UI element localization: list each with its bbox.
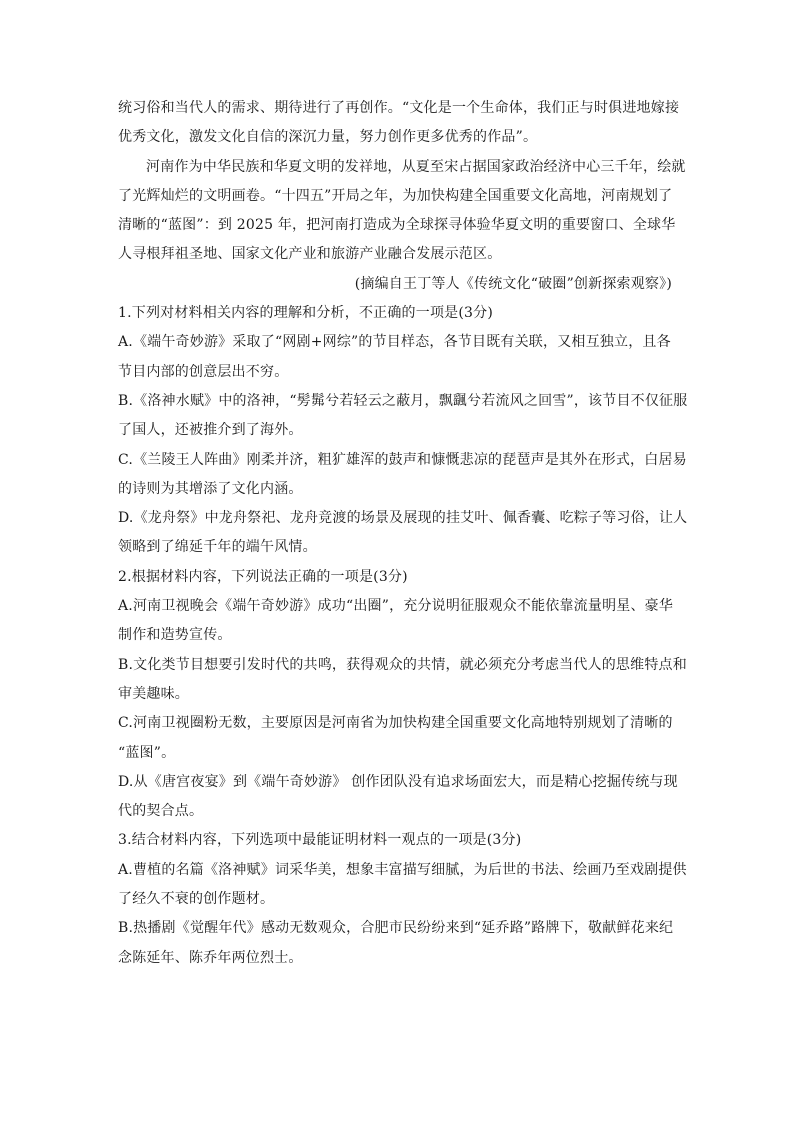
source-citation: (摘编自王丁等人《传统文化“破圈”创新探索观察》): [354, 275, 672, 292]
text-line: 人寻根拜祖圣地、国家文化产业和旅游产业融合发展示范区。: [118, 246, 502, 263]
q2-option-b: B.文化类节目想要引发时代的共鸣，获得观众的共情，就必须充分考虑当代人的思维特点和: [118, 656, 687, 673]
q3-option-b: B.热播剧《觉醒年代》感动无数观众，合肥市民纷纷来到“延乔路”路牌下，敬献鲜花来纪: [118, 920, 674, 937]
q2-option-a: A.河南卫视晚会《端午奇妙游》成功“出圈”，充分说明征服观众不能依靠流量明星、豪华: [118, 598, 674, 615]
q3-option-a-cont: 了经久不衰的创作题材。: [118, 891, 275, 908]
q3-option-b-cont: 念陈延年、陈乔年两位烈士。: [118, 949, 303, 966]
text-line: 优秀文化，激发文化自信的深沉力量，努力创作更多优秀的作品”。: [118, 129, 538, 146]
q1-option-d: D.《龙舟祭》中龙舟祭祀、龙舟竞渡的场景及展现的挂艾叶、佩香囊、吃粽子等习俗，让人: [118, 510, 688, 527]
text-line: 了光辉灿烂的文明画卷。“十四五”开局之年，为加快构建全国重要文化高地，河南规划了: [118, 187, 673, 204]
text-line: 河南作为中华民族和华夏文明的发祥地，从夏至宋占据国家政治经济中心三千年，绘就: [146, 158, 686, 175]
q2-option-d-cont: 代的契合点。: [118, 803, 204, 820]
question-1-stem: 1.下列对材料相关内容的理解和分析，不正确的一项是(3分): [118, 305, 493, 322]
question-2-stem: 2.根据材料内容，下列说法正确的一项是(3分): [118, 568, 408, 585]
q3-option-a: A.曹植的名篇《洛神赋》词采华美，想象丰富描写细腻，为后世的书法、绘画乃至戏剧提供: [118, 861, 687, 878]
q2-option-d: D.从《唐宫夜宴》到《端午奇妙游》 创作团队没有追求场面宏大，而是精心挖掘传统与现: [118, 773, 678, 790]
q1-option-b: B.《洛神水赋》中的洛神，“髣髴兮若轻云之蔽月，飘颻兮若流风之回雪”，该节目不仅征服: [118, 392, 688, 409]
q1-option-d-cont: 领略到了绵延千年的端午风情。: [118, 539, 317, 556]
q1-option-a-cont: 节目内部的创意层出不穷。: [118, 363, 289, 380]
q2-option-a-cont: 制作和造势宣传。: [118, 627, 232, 644]
q1-option-b-cont: 了国人，还被推介到了海外。: [118, 422, 303, 439]
q2-option-c: C.河南卫视圈粉无数，主要原因是河南省为加快构建全国重要文化高地特别规划了清晰的: [118, 715, 673, 732]
q1-option-c: C.《兰陵王人阵曲》刚柔并济，粗犷雄浑的鼓声和慷慨悲凉的琵琶声是其外在形式，白居易: [118, 451, 687, 468]
text-line: 统习俗和当代人的需求、期待进行了再创作。“文化是一个生命体，我们正与时俱进地嫁接: [118, 100, 680, 116]
question-3-stem: 3.结合材料内容，下列选项中最能证明材料一观点的一项是(3分): [118, 832, 522, 849]
q1-option-c-cont: 的诗则为其增添了文化内涵。: [118, 480, 303, 497]
q1-option-a: A.《端午奇妙游》采取了“网剧+网综”的节目样态，各节目既有关联，又相互独立，且各: [118, 334, 671, 351]
q2-option-c-cont: “蓝图”。: [118, 744, 176, 761]
text-block: [118, 94, 688, 973]
text-line: 清晰的“蓝图”：到 2025 年，把河南打造成为全球探寻体验华夏文明的重要窗口、全球华: [118, 217, 676, 234]
q2-option-b-cont: 审美趣味。: [118, 685, 189, 702]
